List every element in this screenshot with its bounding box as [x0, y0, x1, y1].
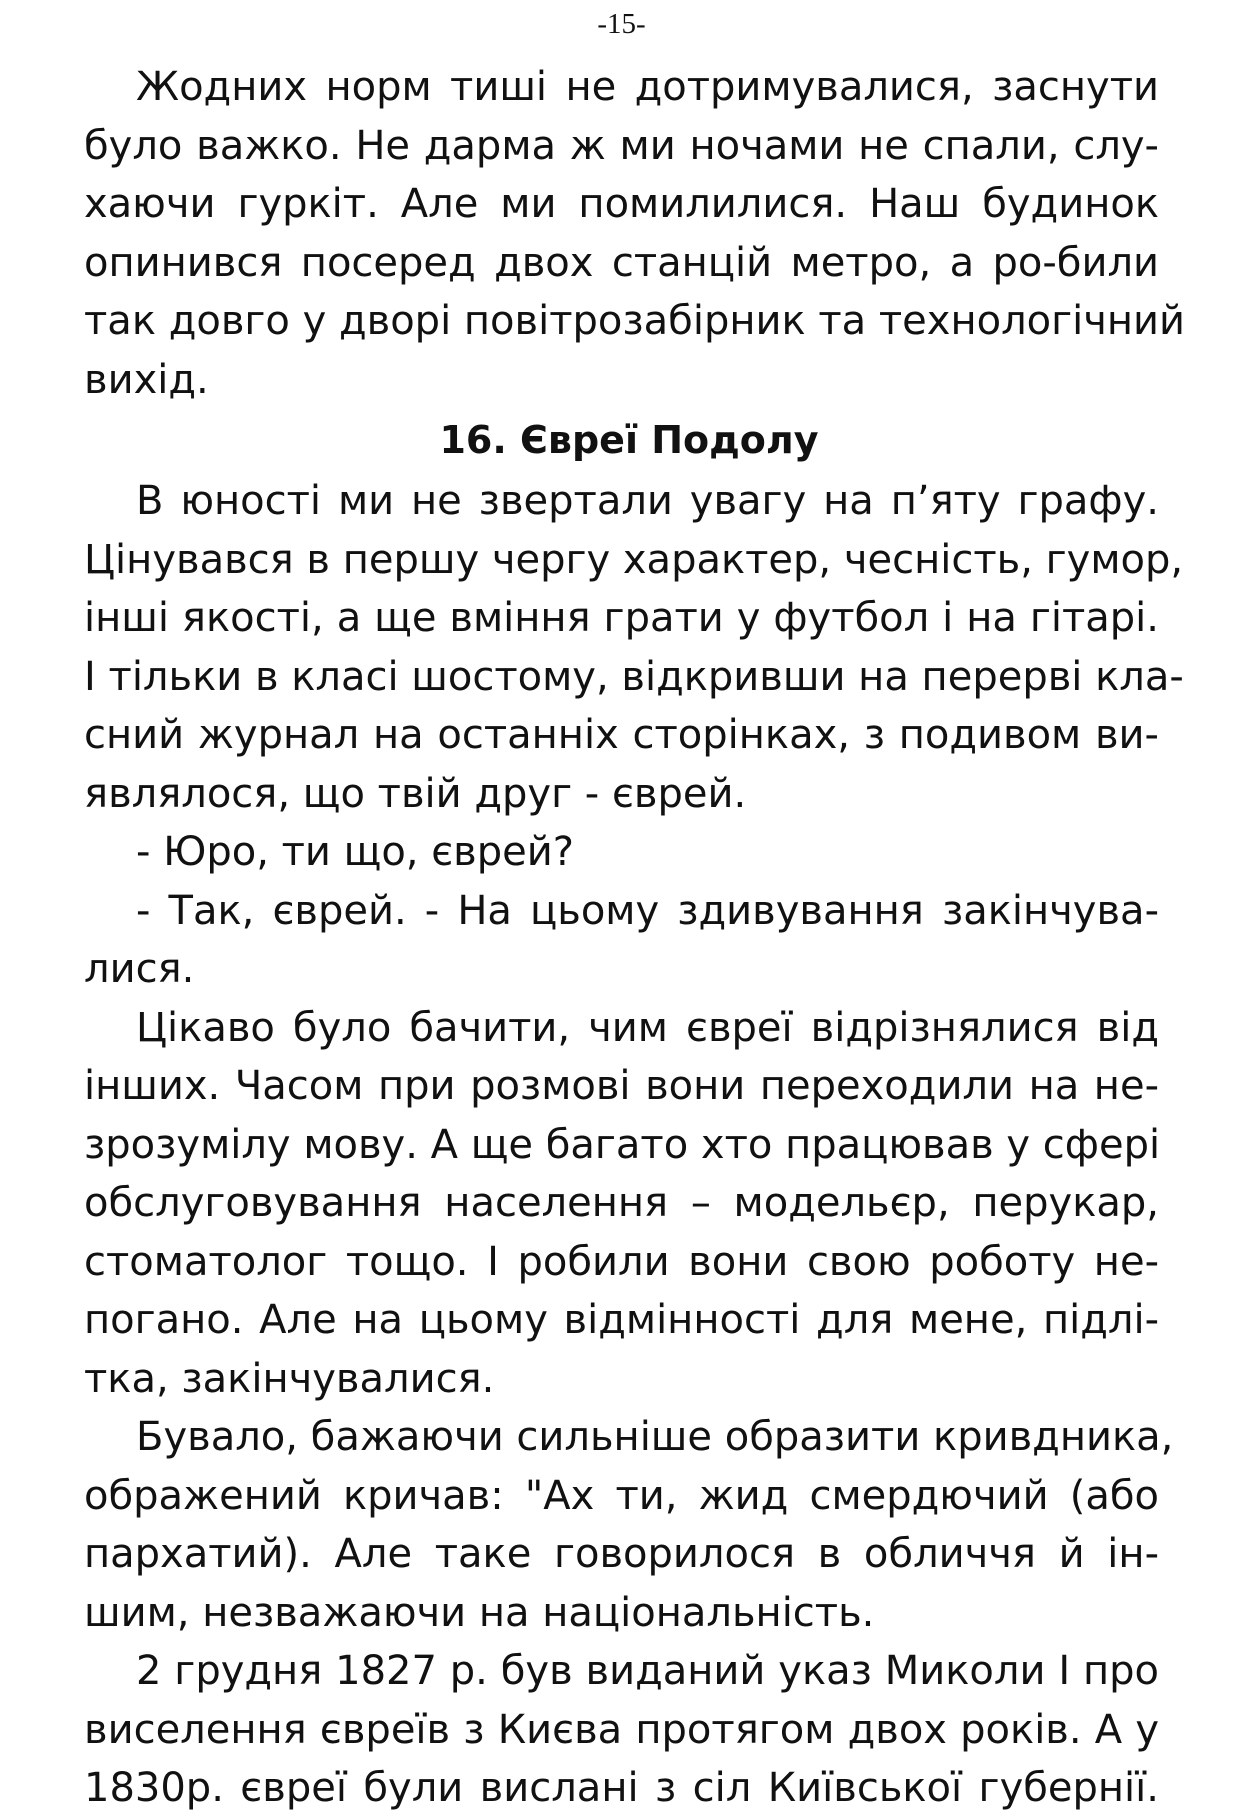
- text-line: Цінувався в першу чергу характер, чесність, гумор,: [84, 536, 1184, 583]
- text-line: погано. Але на цьому відмінності для мене, підлі-: [84, 1297, 1159, 1343]
- text-line: пархатий). Але таке говорилося в обличчя й ін-: [84, 1531, 1159, 1577]
- text-line: сний журнал на останніх сторінках, з подивом ви-: [84, 712, 1159, 758]
- text-line: хаючи гуркіт. Але ми помилилися. Наш будинок: [84, 181, 1159, 227]
- text-line: було важко. Не дарма ж ми ночами не спали, слу-: [84, 122, 1159, 169]
- text-line: зрозумілу мову. А ще багато хто працював у сфері: [84, 1121, 1161, 1168]
- text-line: ображений кричав: "Ах ти, жид смердючий (або: [84, 1472, 1159, 1519]
- document-body: [84, 58, 1186, 1818]
- text-line: - Так, єврей. - На цьому здивування закінчува-: [136, 887, 1159, 934]
- page-number: -15-: [597, 8, 646, 40]
- text-line: В юності ми не звертали увагу на п’яту графу.: [136, 478, 1159, 524]
- text-line: інші якості, а ще вміння грати у футбол і на гітарі.: [84, 595, 1159, 641]
- text-line: обслуговування населення – модельєр, перукар,: [84, 1180, 1159, 1226]
- text-line: Бувало, бажаючи сильніше образити кривдника,: [136, 1414, 1174, 1460]
- text-line: 2 грудня 1827 р. був виданий указ Миколи І про: [136, 1648, 1159, 1694]
- text-line: Цікаво було бачити, чим євреї відрізнялися від: [136, 1004, 1159, 1051]
- text-line: вихід.: [84, 356, 209, 403]
- text-line: виселення євреїв з Києва протягом двох років. А у: [84, 1706, 1159, 1753]
- document-page: [84, 0, 1186, 1811]
- text-line: тка, закінчувалися.: [84, 1355, 495, 1402]
- text-line: стоматолог тощо. І робили вони свою роботу не-: [84, 1238, 1159, 1285]
- text-line: так довго у дворі повітрозабірник та технологічний: [84, 298, 1186, 344]
- text-line: І тільки в класі шостому, відкривши на перерві кла-: [84, 653, 1184, 700]
- text-line: лися.: [84, 946, 195, 992]
- text-line: інших. Часом при розмові вони переходили на не-: [84, 1063, 1159, 1109]
- text-line: являлося, що твій друг - єврей.: [84, 770, 747, 817]
- text-line: шим, незважаючи на національність.: [84, 1589, 875, 1636]
- text-line: - Юро, ти що, єврей?: [136, 829, 574, 875]
- text-line: Жодних норм тиші не дотримувалися, заснути: [136, 64, 1159, 110]
- text-line: опинився посеред двох станцій метро, а ро-били: [84, 239, 1159, 286]
- section-heading: 16. Євреї Подолу: [439, 418, 819, 462]
- text-line: 1830р. євреї були вислані з сіл Київської губернії.: [84, 1765, 1159, 1811]
